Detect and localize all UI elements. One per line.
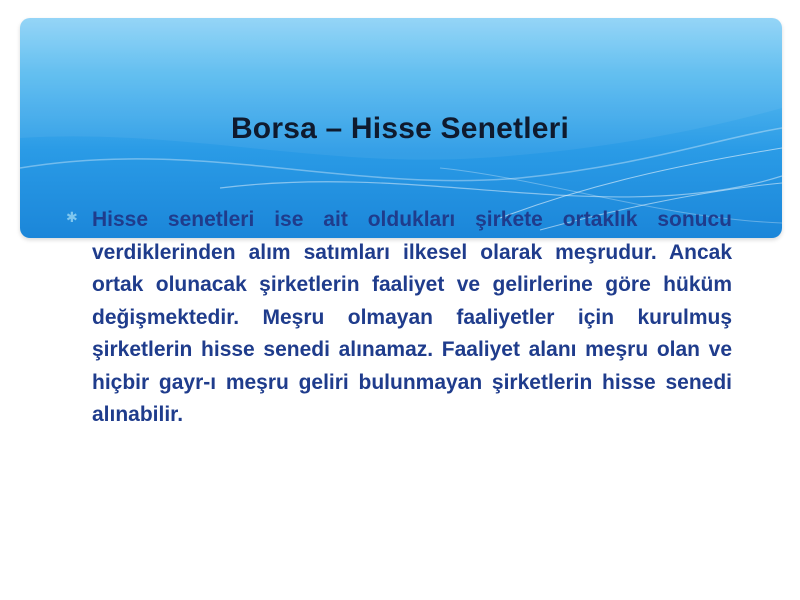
star-bullet-icon: ✱ [66,209,78,225]
slide-title: Borsa – Hisse Senetleri [230,112,570,145]
slide-body-text: Hisse senetleri ise ait oldukları şirkete ortaklık sonucu verdiklerinden alım satımları ilkesel olarak meşrudur. Ancak ortak olunacak şirketlerin faaliyet ve gelirlerine göre hüküm değişmektedir. Meşru olmayan faaliyetler için kurulmuş şirketlerin hisse senedi alınamaz. Faaliyet alanı meşru olan ve hiçbir gayr-ı meşru geliri bulunmayan şirketlerin hisse senedi alınabilir. [92,208,732,426]
